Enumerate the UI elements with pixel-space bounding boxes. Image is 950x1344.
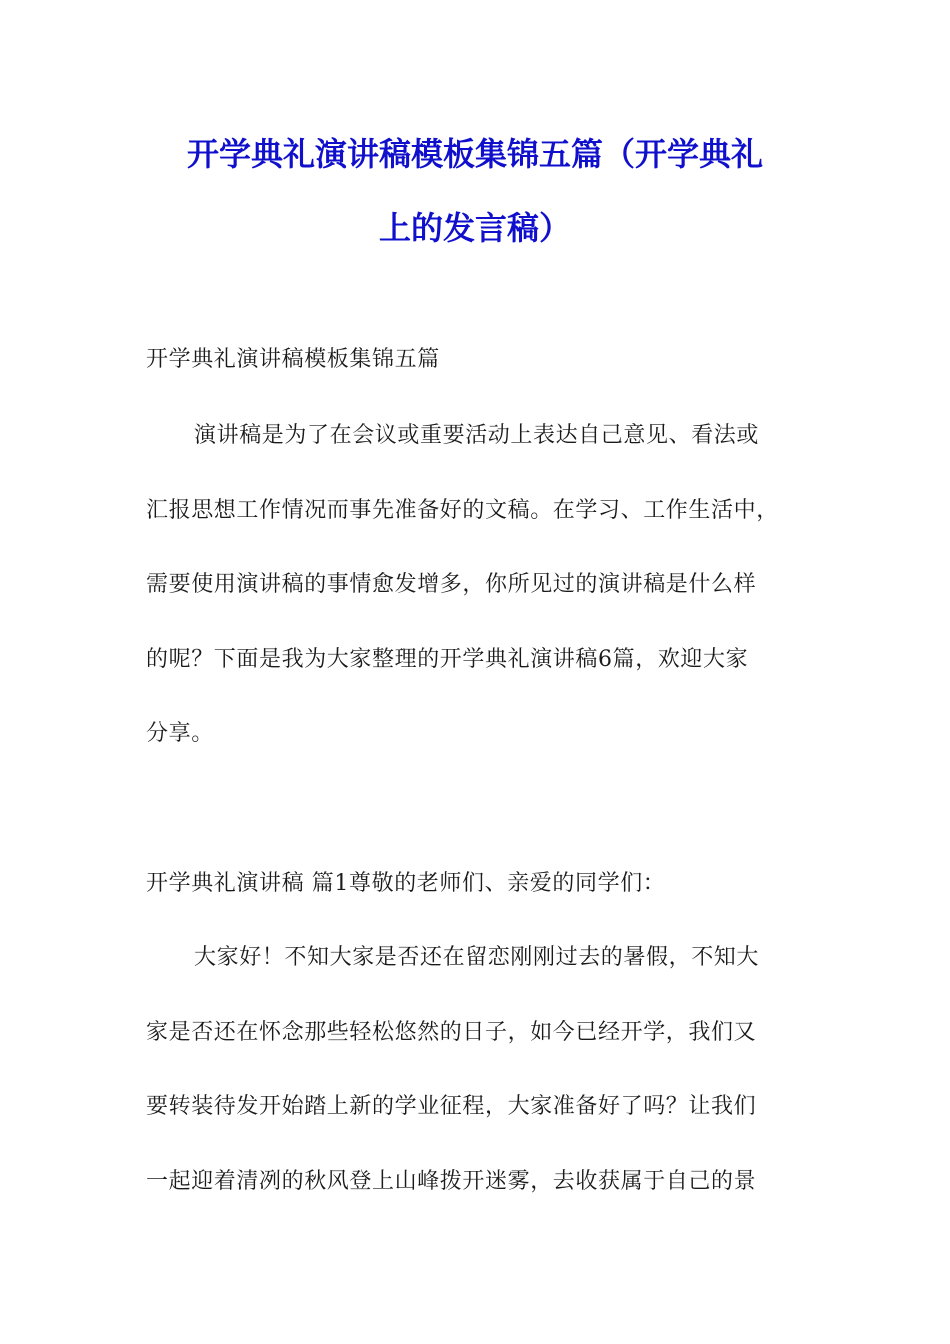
section-body-line: 要转装待发开始踏上新的学业征程，大家准备好了吗？让我们 bbox=[146, 1094, 757, 1119]
intro-paragraph-line: 需要使用演讲稿的事情愈发增多，你所见过的演讲稿是什么样 bbox=[146, 572, 757, 597]
section-body-line: 家是否还在怀念那些轻松悠然的日子，如今已经开学，我们又 bbox=[146, 1020, 757, 1045]
intro-paragraph-line: 的呢？下面是我为大家整理的开学典礼演讲稿6篇，欢迎大家 bbox=[146, 647, 749, 672]
section-heading: 开学典礼演讲稿 篇1尊敬的老师们、亲爱的同学们： bbox=[146, 871, 666, 896]
intro-paragraph-line: 汇报思想工作情况而事先准备好的文稿。在学习、工作生活中， bbox=[146, 498, 779, 523]
document-title-line-1: 开学典礼演讲稿模板集锦五篇（开学典礼 bbox=[186, 135, 763, 173]
intro-paragraph-line: 演讲稿是为了在会议或重要活动上表达自己意见、看法或 bbox=[194, 423, 760, 448]
intro-paragraph-line: 分享。 bbox=[146, 721, 214, 746]
document-title-line-2: 上的发言稿） bbox=[378, 209, 571, 247]
section-body-line: 一起迎着清冽的秋风登上山峰拨开迷雾，去收获属于自己的景 bbox=[146, 1169, 757, 1194]
subheading: 开学典礼演讲稿模板集锦五篇 bbox=[146, 347, 440, 372]
section-body-line: 大家好！不知大家是否还在留恋刚刚过去的暑假，不知大 bbox=[194, 945, 760, 970]
